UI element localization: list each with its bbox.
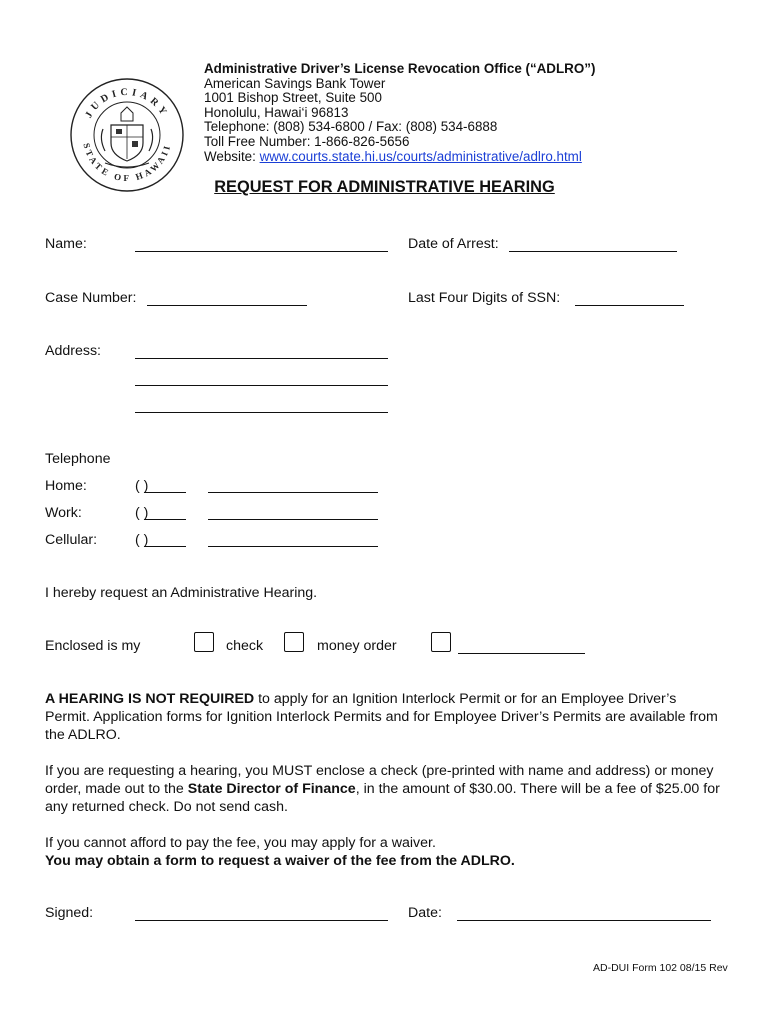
cellular-phone-field[interactable] [208, 546, 378, 547]
address-line-1: American Savings Bank Tower [204, 75, 386, 91]
name-label: Name: [45, 236, 87, 252]
home-phone-field[interactable] [208, 492, 378, 493]
address-field-1[interactable] [135, 358, 388, 359]
waiver-paragraph [45, 834, 725, 870]
judiciary-seal [69, 77, 185, 193]
case-number-field[interactable] [147, 305, 307, 306]
name-field[interactable] [135, 251, 388, 252]
signature-field[interactable] [135, 920, 388, 921]
address-field-3[interactable] [135, 412, 388, 413]
request-statement: I hereby request an Administrative Hearing. [45, 585, 318, 601]
cellular-area-code: ( ) [135, 532, 149, 548]
work-phone-field[interactable] [208, 519, 378, 520]
waiver-line-2: You may obtain a form to request a waiver of the fee from the ADLRO. [45, 853, 515, 869]
cellular-label: Cellular: [45, 532, 98, 548]
form-number: AD-DUI Form 102 08/15 Rev [593, 962, 728, 974]
website-line [204, 150, 595, 165]
svg-text:JUDICIARY [83, 87, 170, 120]
seal-bottom-text: STATE OF HAWAII [81, 142, 173, 184]
phone-fax: Telephone: (808) 534-6800 / Fax: (808) 534-6888 [204, 119, 498, 135]
home-label: Home: [45, 478, 87, 494]
check-checkbox[interactable] [194, 632, 214, 652]
hearing-not-required-bold: A HEARING IS NOT REQUIRED [45, 691, 255, 707]
signed-label: Signed: [45, 905, 94, 921]
home-area-code-field[interactable] [144, 492, 186, 493]
check-label: check [226, 638, 264, 654]
fee-paragraph [45, 762, 725, 816]
signature-date-field[interactable] [457, 920, 711, 921]
other-field[interactable] [458, 653, 585, 654]
ssn-field[interactable] [575, 305, 684, 306]
money-order-checkbox[interactable] [284, 632, 304, 652]
address-field-2[interactable] [135, 385, 388, 386]
money-order-label: money order [317, 638, 397, 654]
office-header [204, 62, 595, 164]
date-of-arrest-label: Date of Arrest: [408, 236, 499, 252]
work-area-code-field[interactable] [144, 519, 186, 520]
work-label: Work: [45, 505, 82, 521]
office-name: Administrative Driver’s License Revocation Office (“ADLRO”) [204, 61, 596, 76]
website-label: Website: [204, 148, 260, 164]
website-link[interactable]: www.courts.state.hi.us/courts/administrative/adlro.html [259, 148, 582, 164]
telephone-label: Telephone [45, 451, 111, 467]
enclosed-label: Enclosed is my [45, 638, 141, 654]
case-number-label: Case Number: [45, 290, 137, 306]
address-label: Address: [45, 343, 101, 359]
hearing-not-required-paragraph [45, 690, 725, 744]
date-of-arrest-field[interactable] [509, 251, 677, 252]
form-title: REQUEST FOR ADMINISTRATIVE HEARING [214, 178, 555, 196]
fee-text-a: If you are requesting a hearing, you MUST enclose a check (pre-printed with name and address) or money order, made out to the [45, 763, 714, 797]
waiver-line-1: If you cannot afford to pay the fee, you may apply for a waiver. [45, 835, 436, 851]
address-line-2: 1001 Bishop Street, Suite 500 [204, 90, 382, 106]
seal-top-text: JUDICIARY [83, 86, 171, 121]
fee-text-b: , in the amount of $30.00. There will be a fee of $25.00 for any returned check. Do not send cash. [45, 781, 720, 815]
other-checkbox[interactable] [431, 632, 451, 652]
signature-date-label: Date: [408, 905, 442, 921]
address-line-3: Honolulu, Hawai‘i 96813 [204, 104, 349, 120]
form-title-wrap [0, 178, 770, 197]
ssn-label: Last Four Digits of SSN: [408, 290, 561, 306]
hearing-not-required-text: to apply for an Ignition Interlock Permit or for an Employee Driver’s Permit. Application forms for Ignition Interlock Permits and for Employee Driver’s Permits are available from the ADLRO. [45, 691, 718, 743]
work-area-code: ( ) [135, 505, 149, 521]
cellular-area-code-field[interactable] [144, 546, 186, 547]
home-area-code: ( ) [135, 478, 149, 494]
fee-payee: State Director of Finance [187, 781, 356, 797]
toll-free: Toll Free Number: 1-866-826-5656 [204, 133, 410, 149]
